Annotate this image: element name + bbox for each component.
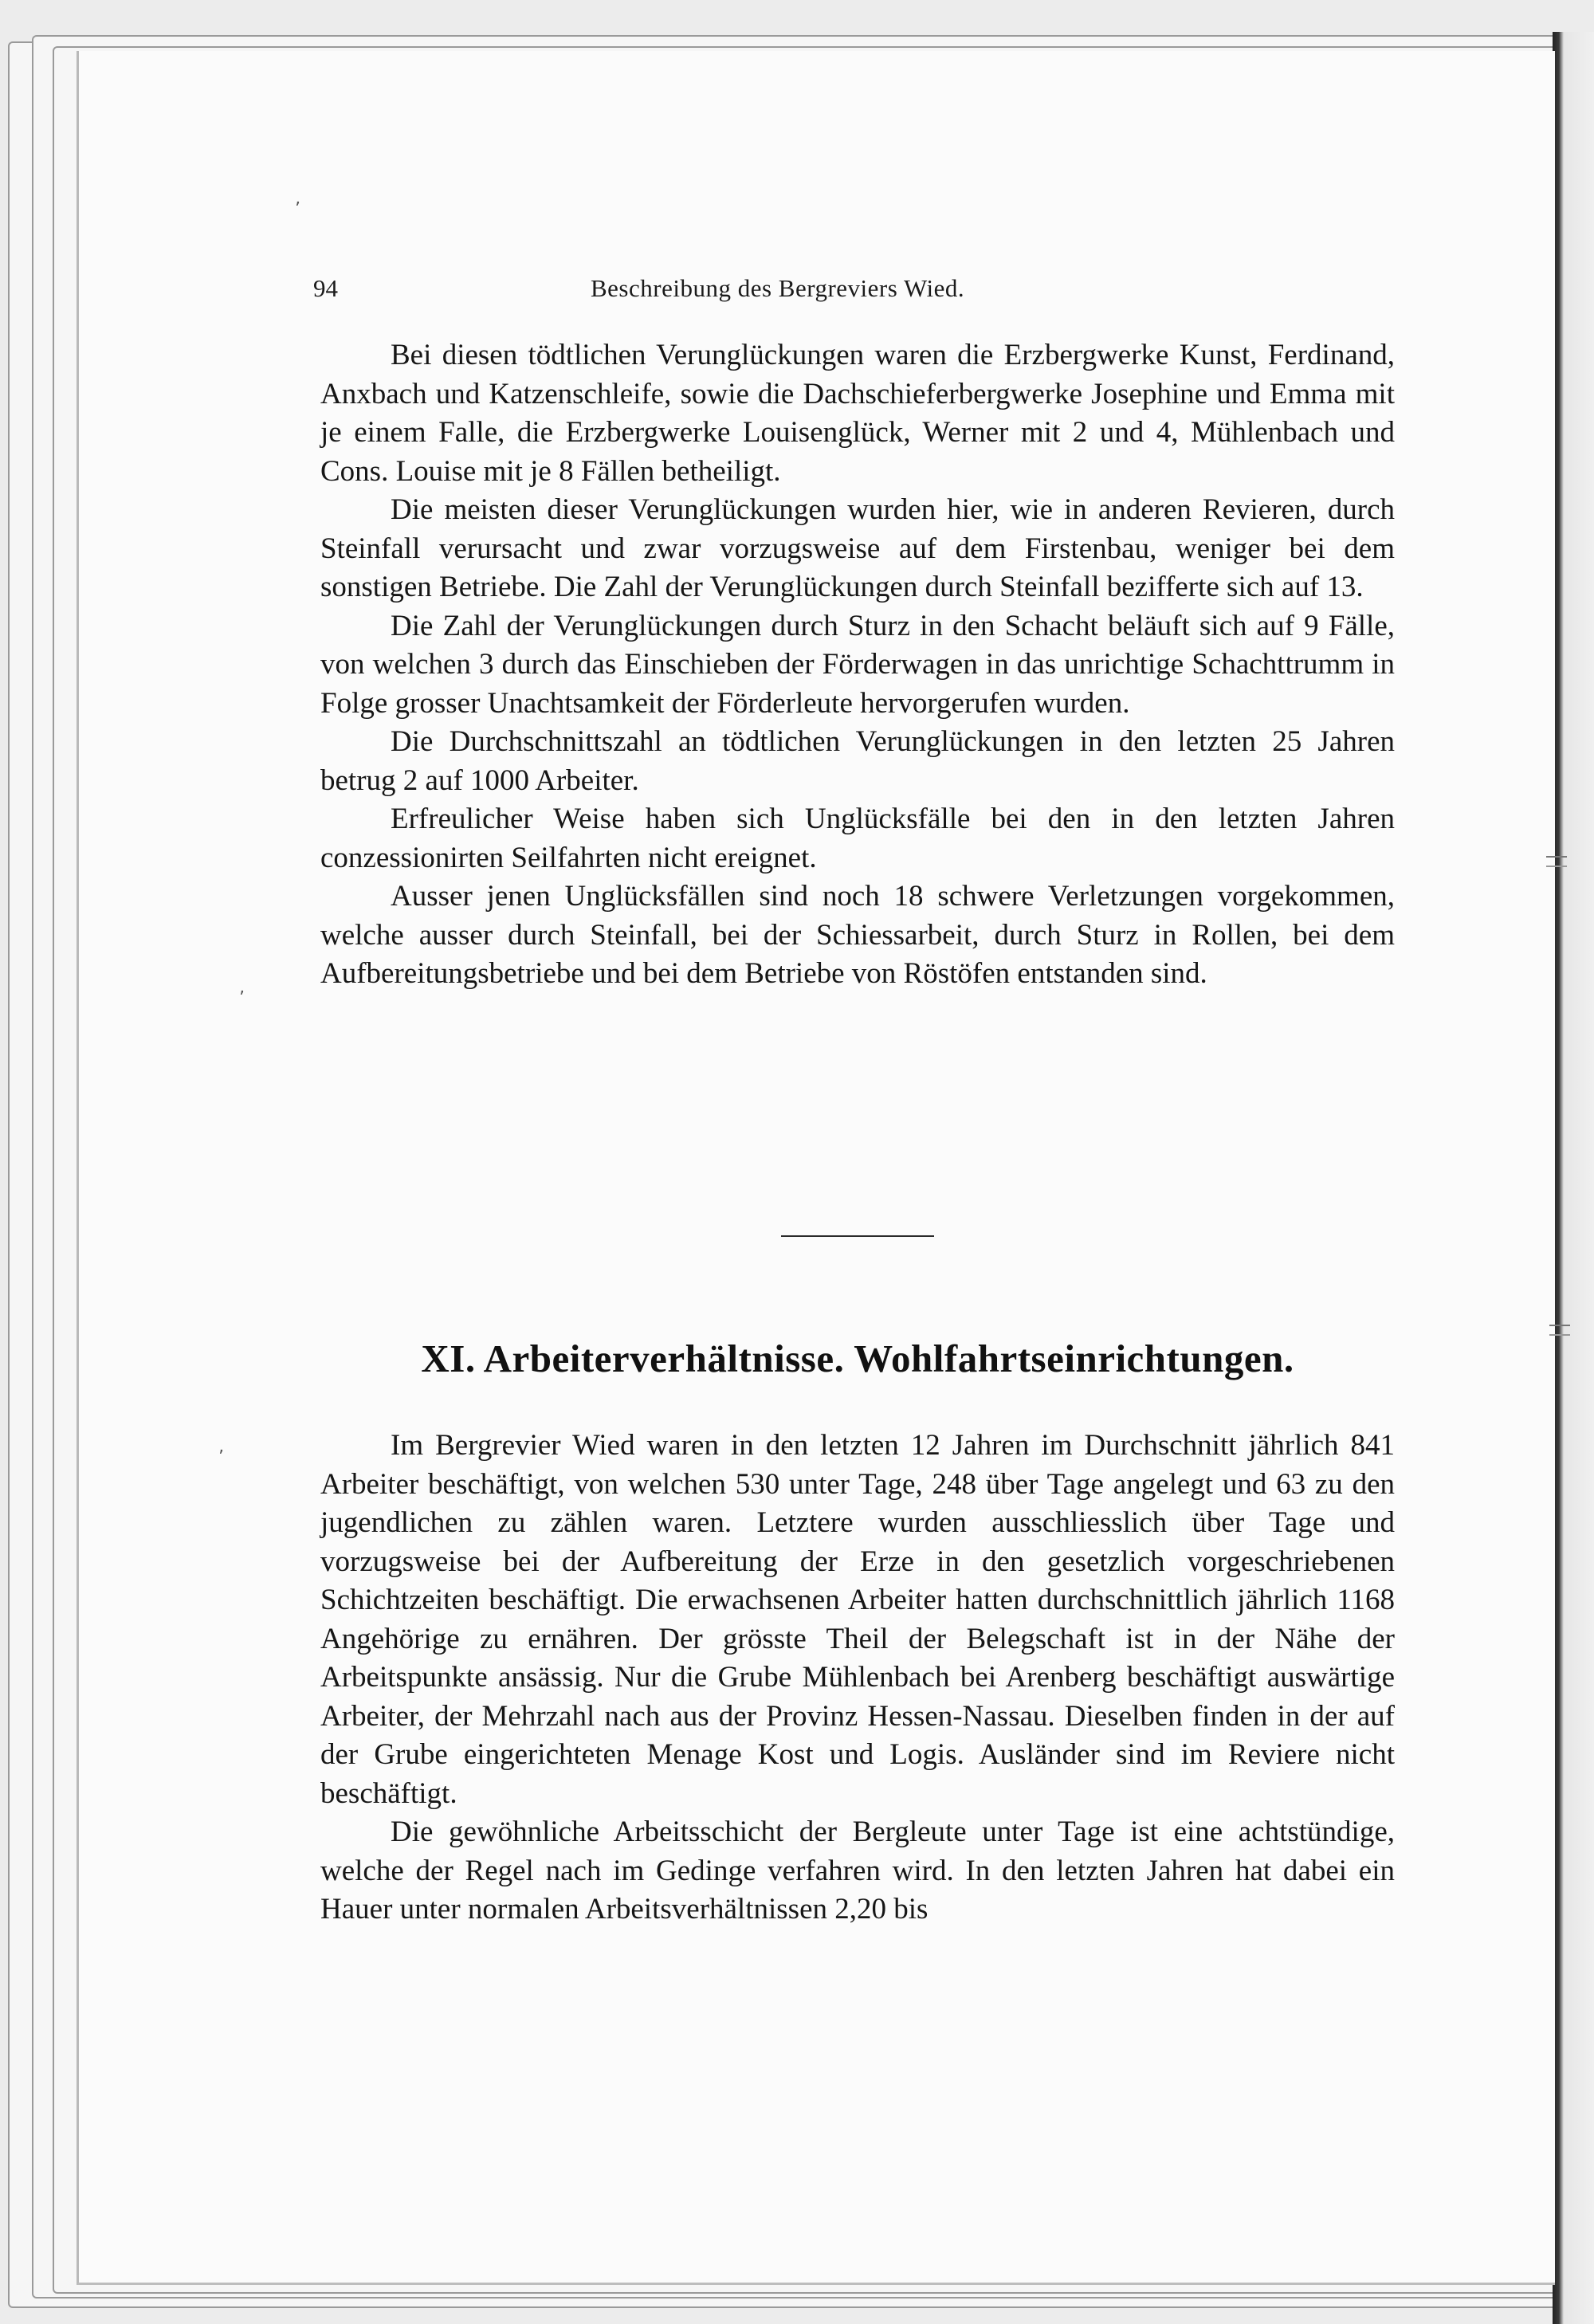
paragraph: Erfreulicher Weise haben sich Unglücksfälle bei den in den letzten Jahren conzessionirten Seilfahrten nicht ereignet. <box>320 803 1395 874</box>
paper-speck: ʼ <box>295 199 300 219</box>
section-heading: XI. Arbeiterverhältnisse. Wohlfahrtseinrichtungen. <box>421 1337 1294 1380</box>
paragraph: Ausser jenen Unglücksfällen sind noch 18 schwere Verletzungen vorgekommen, welche ausser durch Steinfall, bei der Schiessarbeit, durch Sturz in Rollen, bei dem Aufbereitungsbetriebe und bei dem Betriebe von Röstöfen entstanden sind. <box>320 880 1395 990</box>
paragraph: Im Bergrevier Wied waren in den letzten 12 Jahren im Durchschnitt jährlich 841 Arbeiter beschäftigt, von welchen 530 unter Tage, 248 über Tage angelegt und 63 zu den jugendlichen zu zählen waren. Letztere wurden ausschliesslich über Tage und vorzugsweise bei der Aufbereitung der Erze in den gesetzlich vorgeschriebenen Schichtzeiten beschäftigt. Die erwachsenen Arbeiter hatten durchschnittlich jährlich 1168 Angehörige zu ernähren. Der grösste Theil der Belegschaft ist in der Nähe der Arbeitspunkte ansässig. Nur die Grube Mühlenbach bei Arenberg beschäftigt auswärtige Arbeiter, der Mehrzahl nach aus der Provinz Hessen-Nassau. Dieselben finden in der auf der Grube eingerichteten Menage Kost und Logis. Ausländer sind im Reviere nicht beschäftigt. <box>320 1429 1395 1810</box>
running-header <box>313 274 1385 314</box>
text-block-section-xi <box>320 1427 1395 1929</box>
paragraph: Die Durchschnittszahl an tödtlichen Verunglückungen in den letzten 25 Jahren betrug 2 auf 1000 Arbeiter. <box>320 725 1395 797</box>
paper-clip-mark <box>1546 856 1567 867</box>
binding-edge <box>1553 32 1594 2324</box>
paper-clip-mark <box>1549 1325 1570 1336</box>
paper-speck: ʼ <box>218 1447 224 1467</box>
paragraph: Die Zahl der Verunglückungen durch Sturz in den Schacht beläuft sich auf 9 Fälle, von welchen 3 durch das Einschieben der Förderwagen in das unrichtige Schachttrumm in Folge grosser Unachtsamkeit der Förderleute hervorgerufen wurden. <box>320 609 1395 720</box>
section-divider <box>781 1235 934 1237</box>
text-block-before-section <box>320 336 1395 994</box>
page-number: 94 <box>313 274 338 302</box>
paragraph: Bei diesen tödtlichen Verunglückungen waren die Erzbergwerke Kunst, Ferdinand, Anxbach und Katzenschleife, sowie die Dachschieferbergwerke Josephine und Emma mit je einem Falle, die Erzbergwerke Louisenglück, Werner mit 2 und 4, Mühlenbach und Cons. Louise mit je 8 Fällen betheiligt. <box>320 339 1395 488</box>
paragraph: Die meisten dieser Verunglückungen wurden hier, wie in anderen Revieren, durch Steinfall verursacht und zwar vorzugsweise auf dem Firstenbau, weniger bei dem sonstigen Betriebe. Die Zahl der Verunglückungen durch Steinfall bezifferte sich auf 13. <box>320 493 1395 603</box>
paragraph: Die gewöhnliche Arbeitsschicht der Bergleute unter Tage ist eine achtstündige, welche der Regel nach im Gedinge verfahren wird. In den letzten Jahren hat dabei ein Hauer unter normalen Arbeitsverhältnissen 2,20 bis <box>320 1816 1395 1926</box>
paper-speck: ʼ <box>239 988 245 1008</box>
running-title: Beschreibung des Bergreviers Wied. <box>591 274 965 302</box>
